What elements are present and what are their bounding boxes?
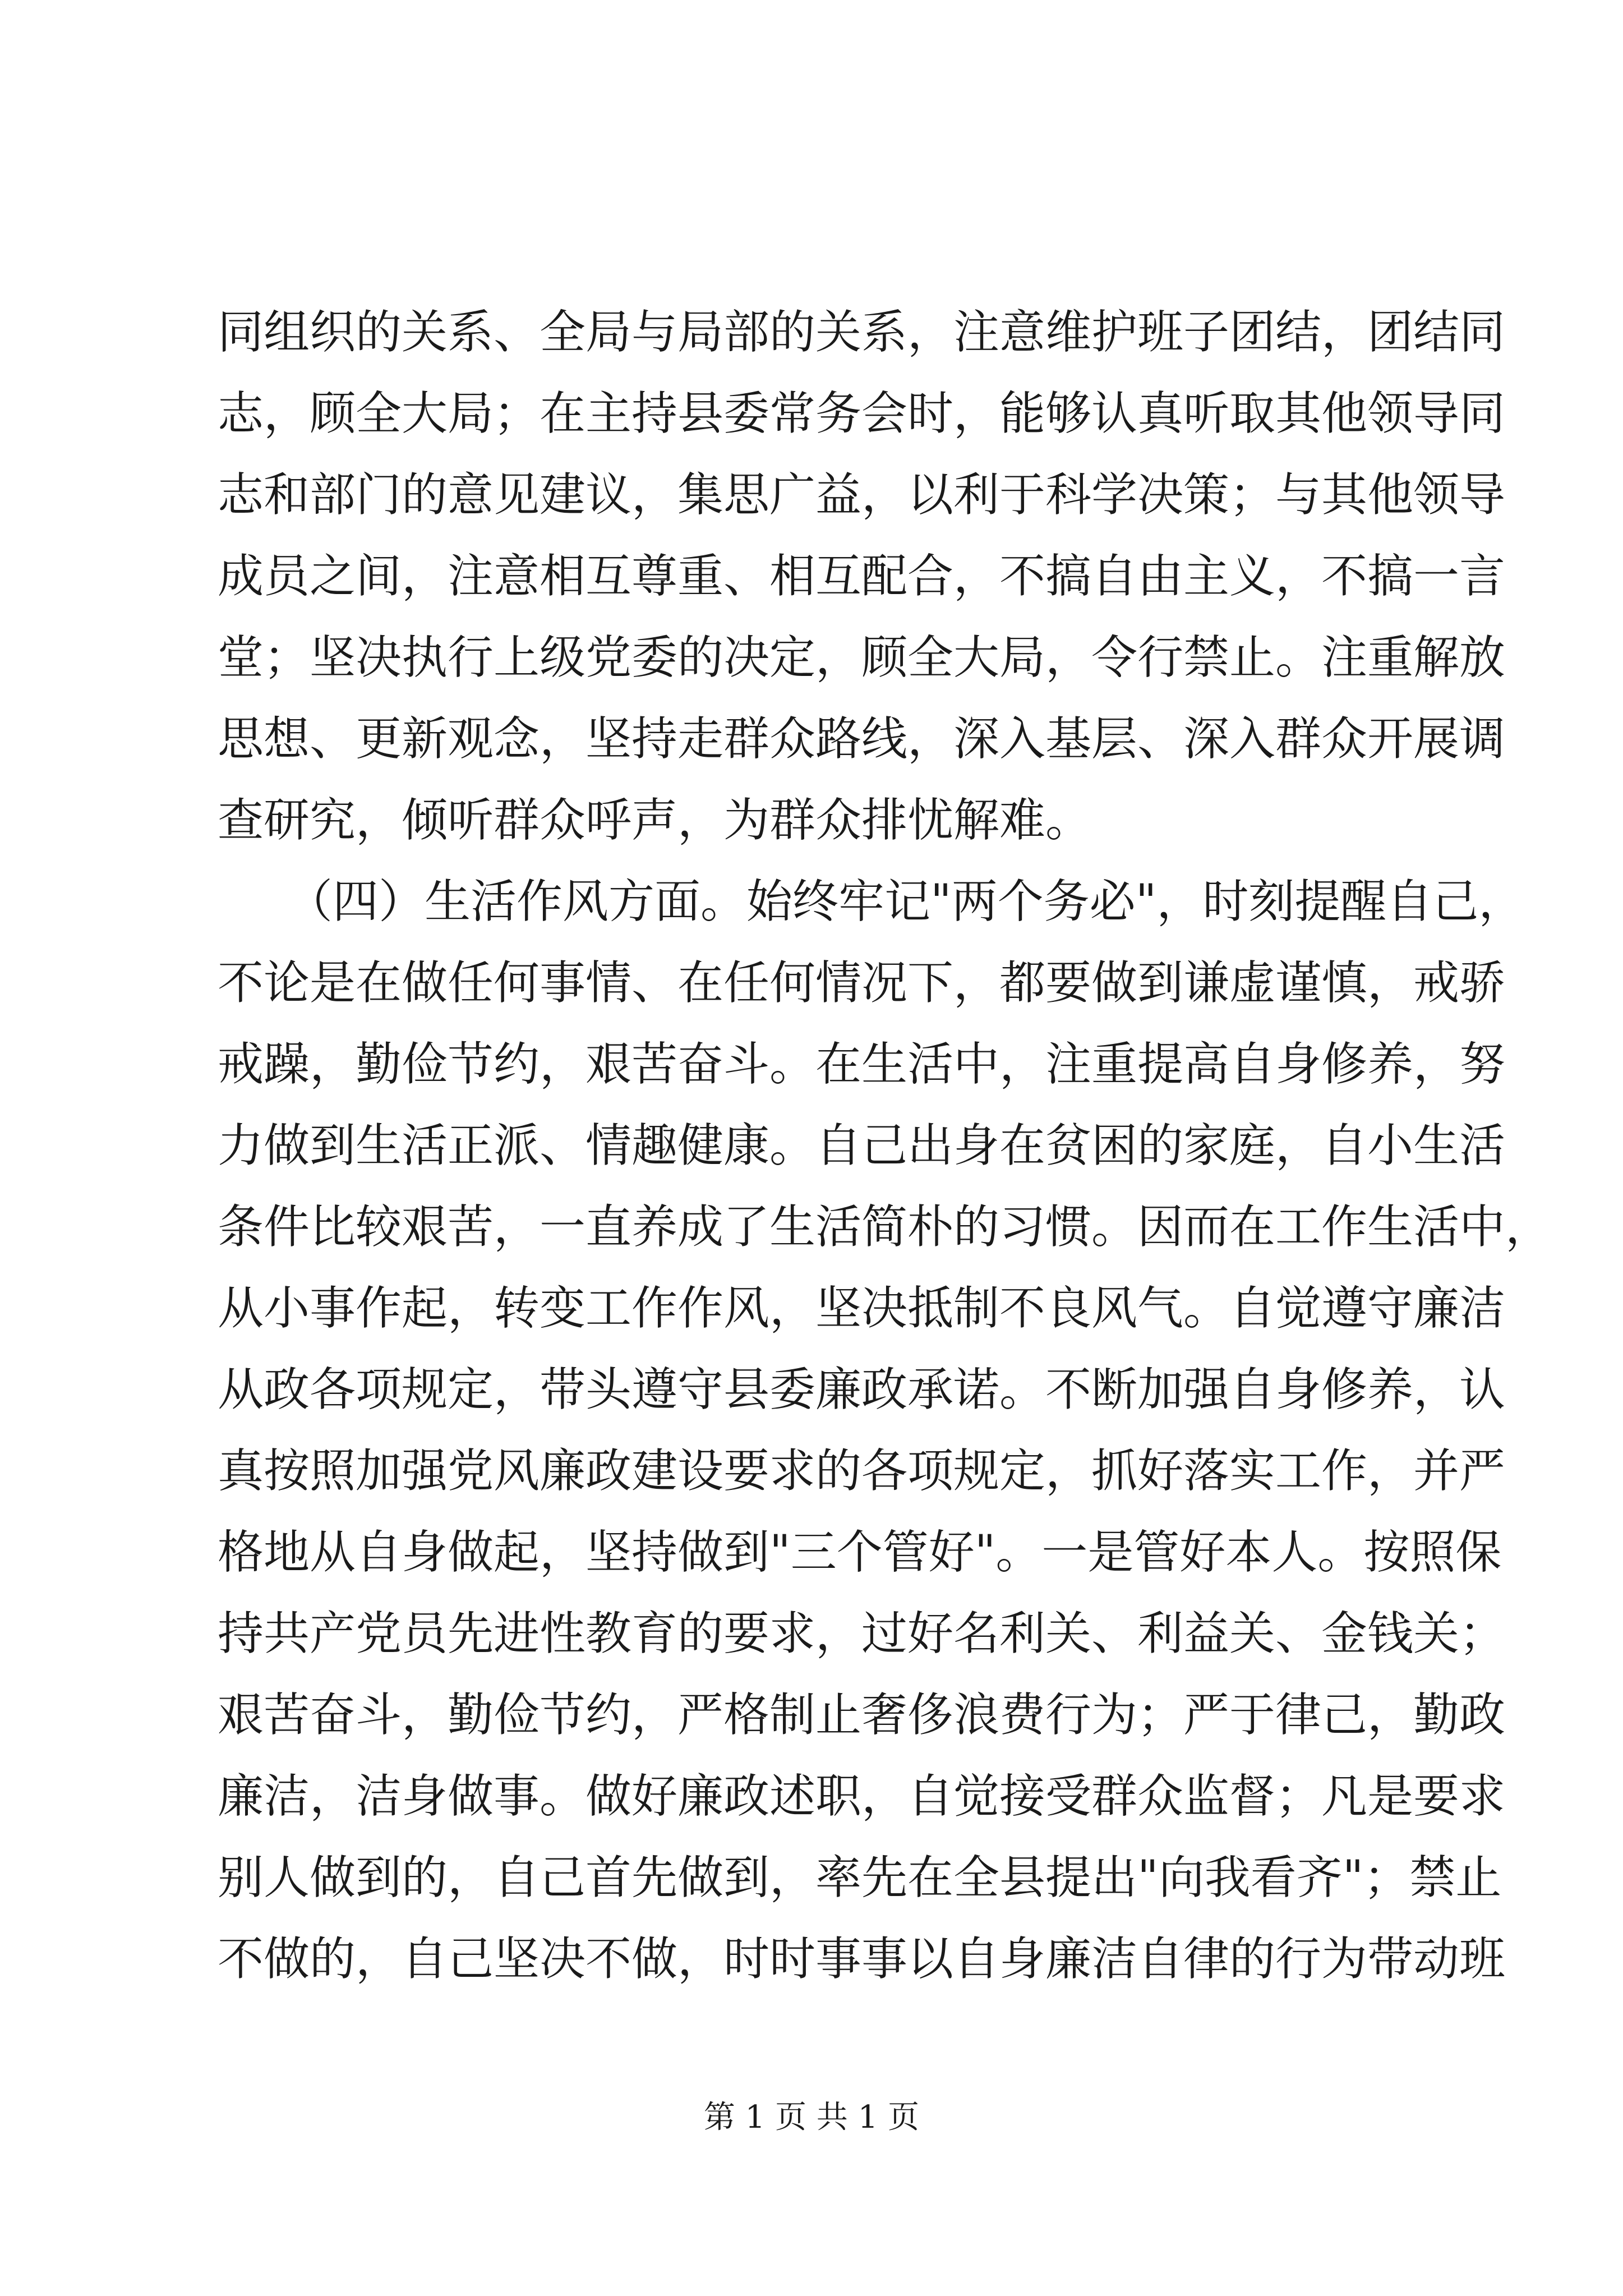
text-line: 不论是在做任何事情、在任何情况下，都要做到谦虚谨慎，戒骄 [218,956,1506,1010]
text-line: 格地从自身做起，坚持做到"三个管好"。一是管好本人。按照保 [218,1526,1502,1579]
text-line: （四）生活作风方面。始终牢记"两个务必"，时刻提醒自己， [218,875,1525,928]
text-line: 不做的，自己坚决不做，时时事事以自身廉洁自律的行为带动班 [218,1932,1506,1986]
text-line: 志和部门的意见建议，集思广益，以利于科学决策；与其他领导 [218,468,1506,522]
text-line: 从小事作起，转变工作作风，坚决抵制不良风气。自觉遵守廉洁 [218,1282,1506,1335]
text-line: 别人做到的，自己首先做到，率先在全县提出"向我看齐"；禁止 [218,1851,1502,1904]
text-line: 真按照加强党风廉政建设要求的各项规定，抓好落实工作，并严 [218,1444,1506,1498]
text-line: 廉洁，洁身做事。做好廉政述职，自觉接受群众监督；凡是要求 [218,1770,1506,1823]
text-line: 从政各项规定，带头遵守县委廉政承诺。不断加强自身修养，认 [218,1363,1506,1416]
text-line: 力做到生活正派、情趣健康。自己出身在贫困的家庭，自小生活 [218,1119,1506,1172]
text-line: 成员之间，注意相互尊重、相互配合，不搞自由主义，不搞一言 [218,550,1506,603]
text-line: 志，顾全大局；在主持县委常务会时，能够认真听取其他领导同 [218,387,1506,440]
text-line: 条件比较艰苦，一直养成了生活简朴的习惯。因而在工作生活中， [218,1200,1552,1254]
text-line: 查研究，倾听群众呼声，为群众排忧解难。 [218,794,1092,847]
text-line: 堂；坚决执行上级党委的决定，顾全大局，令行禁止。注重解放 [218,631,1506,684]
page-footer: 第 1 页 共 1 页 [703,2099,920,2136]
text-line: 思想、更新观念，坚持走群众路线，深入基层、深入群众开展调 [218,712,1506,766]
document-body [218,292,1552,2000]
text-line: 艰苦奋斗，勤俭节约，严格制止奢侈浪费行为；严于律己，勤政 [218,1688,1506,1742]
text-line: 戒躁，勤俭节约，艰苦奋斗。在生活中，注重提高自身修养，努 [218,1038,1506,1091]
text-line: 同组织的关系、全局与局部的关系，注意维护班子团结，团结同 [218,306,1506,359]
text-line: 持共产党员先进性教育的要求，过好名利关、利益关、金钱关； [218,1607,1506,1660]
